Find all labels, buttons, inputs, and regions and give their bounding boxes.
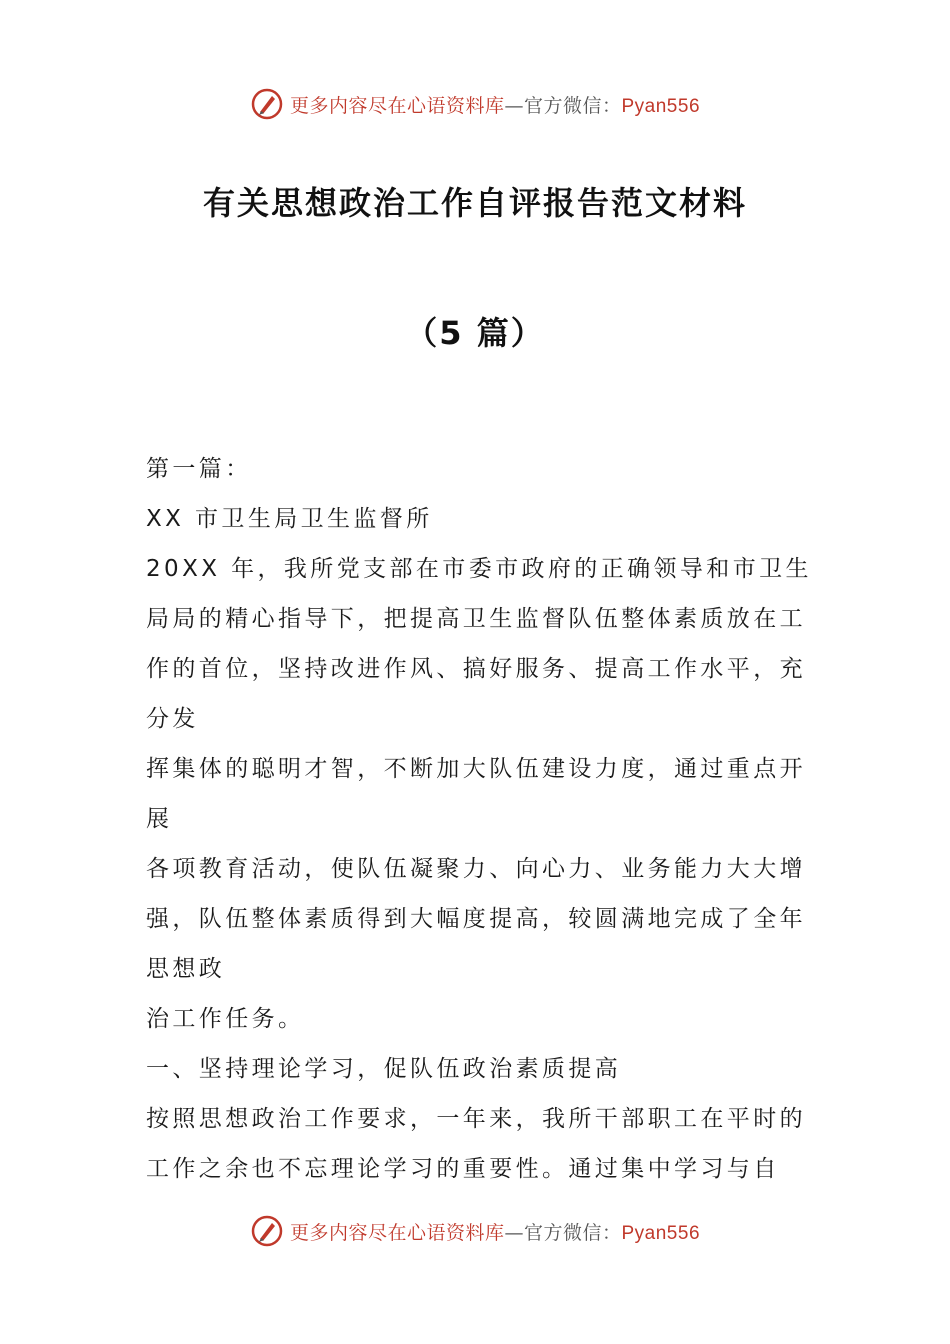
body-line: XX 市卫生局卫生监督所 [146,506,433,532]
body-line: 各项教育活动，使队伍凝聚力、向心力、业务能力大大增 [146,856,806,882]
watermark-contact-id: Pyan556 [621,95,701,117]
header-watermark [0,84,950,124]
pen-in-circle-icon [250,87,284,121]
body-line: 强，队伍整体素质得到大幅度提高，较圆满地完成了全年 [146,906,806,932]
watermark-text [290,1218,700,1245]
body-line: 20XX 年，我所党支部在市委市政府的正确领导和市卫生 [146,556,812,582]
body-line: 思想政 [146,956,226,982]
body-line: 按照思想政治工作要求，一年来，我所干部职工在平时的 [146,1106,806,1132]
watermark-main-text: 更多内容尽在心语资料库 [289,94,505,117]
document-title: 有关思想政治工作自评报告范文材料 [202,184,747,222]
body-line: 治工作任务。 [146,1006,305,1032]
watermark-separator: — [504,94,524,117]
footer-watermark [0,1211,950,1251]
body-line: 作的首位，坚持改进作风、搞好服务、提高工作水平，充 [146,656,806,682]
document-subtitle: （5 篇） [405,314,545,352]
body-line: 展 [146,806,173,832]
document-body [146,444,814,1194]
watermark-text [290,91,700,118]
body-line: 局局的精心指导下，把提高卫生监督队伍整体素质放在工 [146,606,806,632]
watermark-contact-label: 官方微信： [523,1221,622,1244]
body-line: 第一篇： [146,456,252,482]
body-line: 一、坚持理论学习，促队伍政治素质提高 [146,1056,622,1082]
watermark-separator: — [504,1221,524,1244]
body-line: 分发 [146,706,199,732]
watermark-main-text: 更多内容尽在心语资料库 [289,1221,505,1244]
body-line: 工作之余也不忘理论学习的重要性。通过集中学习与自 [146,1156,780,1182]
watermark-contact-label: 官方微信： [523,94,622,117]
watermark-contact-id: Pyan556 [621,1222,701,1244]
pen-in-circle-icon [250,1214,284,1248]
body-line: 挥集体的聪明才智，不断加大队伍建设力度，通过重点开 [146,756,806,782]
